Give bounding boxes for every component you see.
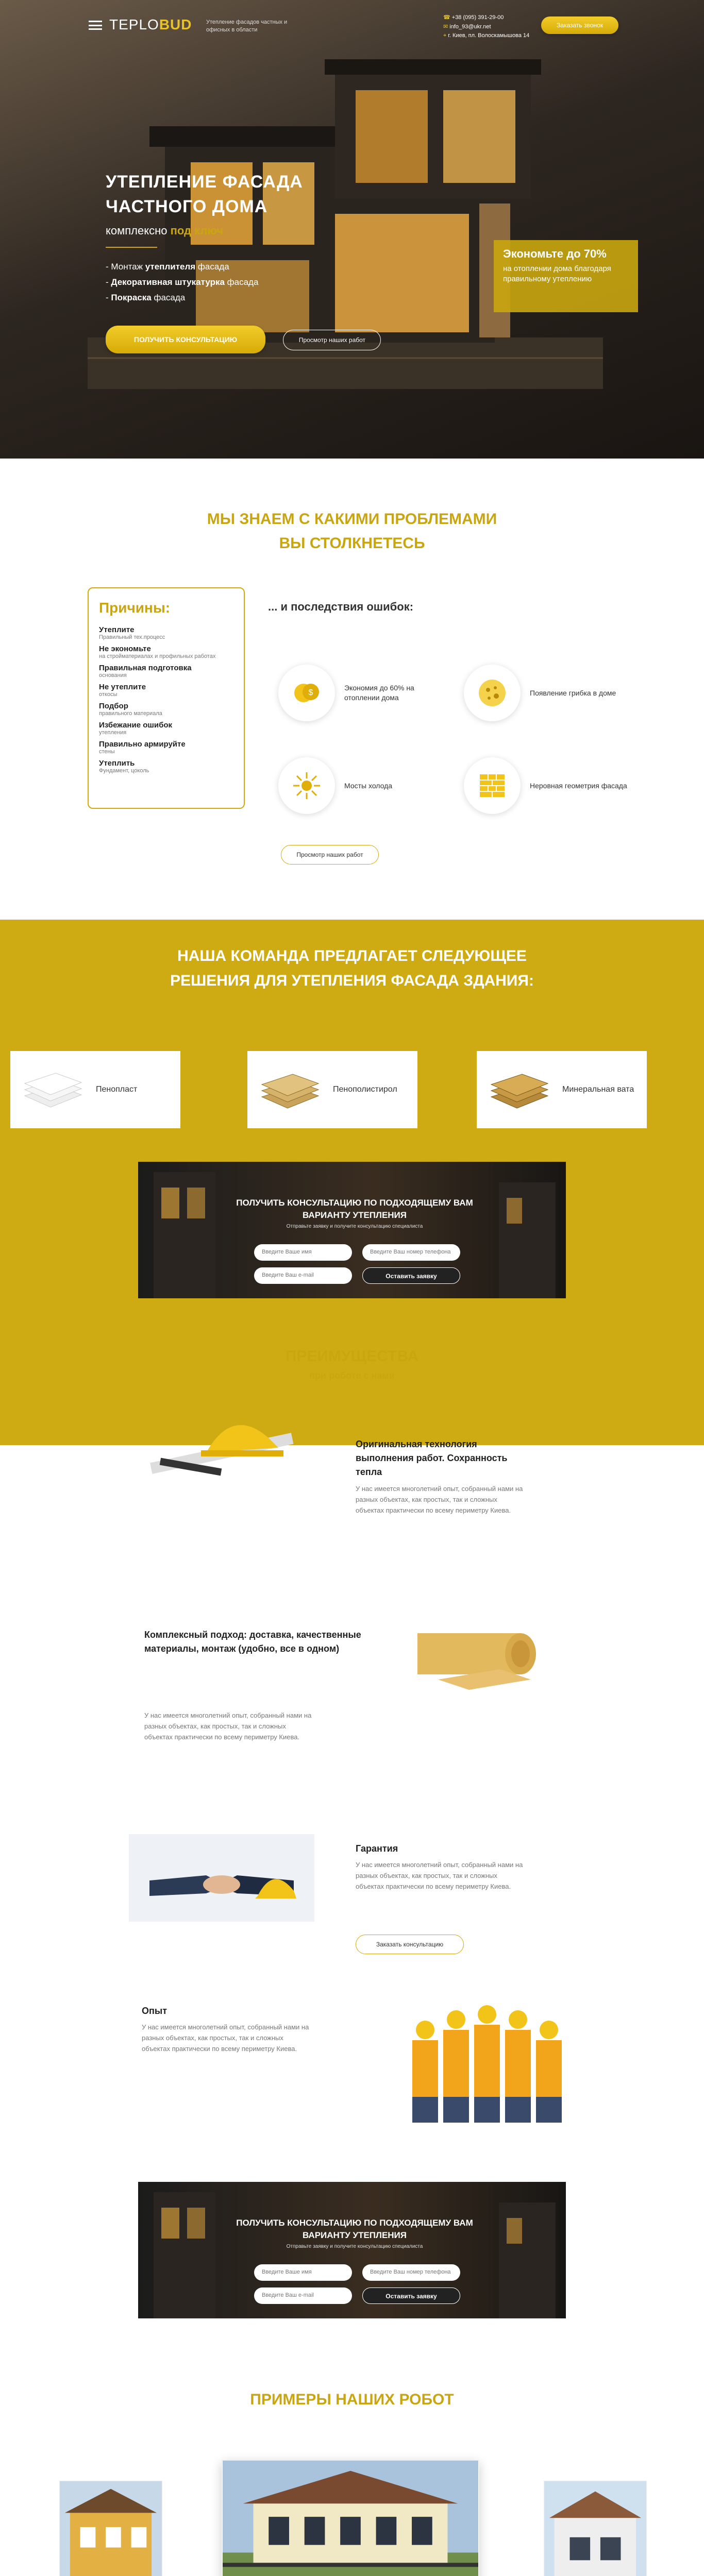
workers-image xyxy=(402,1994,572,2128)
advantage-text: У нас имеется многолетний опыт, собранный нами на разных объектах, как простых, так и сложных объектах практически по всему периметру Киева. xyxy=(144,1711,312,1741)
reason-item: Утеплите Правильный тех.процесс xyxy=(99,625,165,640)
cold-bridge-icon xyxy=(278,757,335,814)
solutions-title-line-1: НАША КОМАНДА ПРЕДЛАГАЕТ СЛЕДУЮЩЕЕ xyxy=(177,947,527,964)
reason-item: Правильно армируйте стены xyxy=(99,740,186,755)
consequence-label: Мосты холода xyxy=(344,781,393,790)
banner-desc: Отправьте заявку и получите консультацию специалиста xyxy=(286,2244,423,2249)
header-contacts xyxy=(443,13,529,41)
reason-item: Подбор правильного материала xyxy=(99,702,162,717)
example-photo[interactable] xyxy=(59,2481,162,2576)
economy-value: до 70% xyxy=(566,247,607,260)
phone-input[interactable]: Введите Ваш номер телефона xyxy=(362,2264,460,2281)
consequence-label: Экономия до 60% на отоплении дома xyxy=(344,684,414,702)
banner-title: ПОЛУЧИТЬ КОНСУЛЬТАЦИЮ ПО ПОДХОДЯЩЕМУ ВАМ ВАРИАНТУ УТЕПЛЕНИЯ xyxy=(236,2218,473,2240)
view-works-button[interactable]: Просмотр наших работ xyxy=(283,330,381,350)
banner-house-photo xyxy=(138,1162,566,1298)
callback-button[interactable]: Заказать звонок xyxy=(541,16,618,34)
consequence-item xyxy=(278,665,443,721)
polystyrene-image xyxy=(20,1065,87,1114)
brick-wall-icon xyxy=(464,757,521,814)
consequence-item xyxy=(464,665,629,721)
menu-icon[interactable] xyxy=(89,21,102,30)
reasons-panel xyxy=(88,587,245,809)
advantage-title: Комплексный подход: доставка, качественные материалы, монтаж (удобно, все в одном) xyxy=(144,1630,361,1654)
example-photo[interactable] xyxy=(544,2481,647,2576)
consequence-item xyxy=(278,757,443,814)
hero-divider xyxy=(106,247,157,248)
mold-icon xyxy=(464,665,521,721)
tools-helmet-image xyxy=(129,1391,314,1494)
header-tagline: Утепление фасадов частных и офисных в области xyxy=(206,19,288,33)
reason-item: Избежание ошибок утепления xyxy=(99,721,173,736)
header-address: г. Киев, пл. Волоскамышова 14 xyxy=(448,32,530,39)
consultation-banner-2 xyxy=(138,2182,566,2318)
banner-title: ПОЛУЧИТЬ КОНСУЛЬТАЦИЮ ПО ПОДХОДЯЩЕМУ ВАМ ВАРИАНТУ УТЕПЛЕНИЯ xyxy=(236,1198,473,1220)
advantage-title: Гарантия xyxy=(356,1843,398,1854)
header-phone[interactable]: +38 (095) 391-29-00 xyxy=(451,14,504,21)
consequence-item xyxy=(464,757,629,814)
foam-board-image xyxy=(257,1065,324,1114)
location-icon: ⌖ xyxy=(443,32,448,39)
material-card[interactable] xyxy=(477,1051,647,1128)
svg-text:$: $ xyxy=(308,688,313,697)
hero-title xyxy=(106,170,381,219)
consultation-banner xyxy=(138,1162,566,1298)
banner-desc: Отправьте заявку и получите консультацию специалиста xyxy=(286,1224,423,1229)
economy-badge xyxy=(494,240,638,312)
problems-title-line-2: ВЫ СТОЛКНЕТЕСЬ xyxy=(279,534,425,552)
hero-title-line-1: УТЕПЛЕНИЕ ФАСАДА xyxy=(106,172,303,192)
hero-service-item: - Покраска фасада xyxy=(106,292,186,302)
mineral-wool-roll-image xyxy=(407,1602,541,1690)
hero-service-item: - Монтаж утеплителя фасада xyxy=(106,262,229,272)
reason-item: Утеплить Фундамент, цоколь xyxy=(99,759,149,774)
advantages-title-line-1: ПРЕИМУЩЕСТВА xyxy=(285,1348,419,1365)
material-card[interactable] xyxy=(247,1051,417,1128)
economy-label: Экономьте xyxy=(503,247,567,260)
coins-icon xyxy=(278,665,335,721)
example-photo[interactable] xyxy=(222,2460,479,2576)
economy-desc: на отоплении дома благодаря правильному утеплению xyxy=(503,264,611,284)
hero-services xyxy=(106,259,381,305)
hero-text xyxy=(106,170,381,353)
hero-subtitle-b: под ключ xyxy=(170,224,224,238)
phone-input[interactable]: Введите Ваш номер телефона xyxy=(362,1244,460,1261)
advantage-title: Опыт xyxy=(142,2006,167,2016)
logo[interactable] xyxy=(109,16,192,33)
problems-title-line-1: МЫ ЗНАЕМ С КАКИМИ ПРОБЛЕМАМИ xyxy=(207,511,497,528)
hero-service-item: - Декоративная штукатурка фасада xyxy=(106,277,259,287)
banner-house-photo xyxy=(138,2182,566,2318)
submit-request-button[interactable]: Оставить заявку xyxy=(362,2287,460,2304)
solutions-title-line-2: РЕШЕНИЯ ДЛЯ УТЕПЛЕНИЯ ФАСАДА ЗДАНИЯ: xyxy=(170,972,534,989)
material-label: Пенопласт xyxy=(96,1085,138,1094)
logo-text-a: TEPLO xyxy=(109,16,159,32)
consequence-label: Неровная геометрия фасада xyxy=(530,781,627,790)
logo-text-b: BUD xyxy=(159,16,192,32)
order-consultation-button[interactable]: Заказать консультацию xyxy=(356,1935,464,1954)
material-label: Минеральная вата xyxy=(562,1085,634,1094)
phone-icon: ☎ xyxy=(443,14,452,21)
hero-subtitle xyxy=(106,224,381,238)
reason-item: Не утеплите откосы xyxy=(99,683,146,698)
submit-request-button[interactable]: Оставить заявку xyxy=(362,1267,460,1284)
consequences-title: ... и последствия ошибок: xyxy=(268,600,414,613)
reason-item: Правильная подготовка основания xyxy=(99,664,192,679)
reasons-title: Причины: xyxy=(99,600,171,616)
hero-subtitle-a: комплексно xyxy=(106,224,171,238)
hero-section xyxy=(0,0,704,459)
advantages-subtitle: при роботе с нами xyxy=(309,1370,395,1381)
examples-title: ПРИМЕРЫ НАШИХ РОБОТ xyxy=(250,2391,454,2408)
material-label: Пенополистирол xyxy=(333,1085,397,1094)
consequence-label: Появление грибка в доме xyxy=(530,688,616,697)
material-card[interactable] xyxy=(10,1051,180,1128)
problems-title xyxy=(0,507,704,555)
name-input[interactable]: Введите Ваше имя xyxy=(254,2264,352,2281)
reason-item: Не экономьте на стройматериалах и профильных работах xyxy=(99,645,216,659)
get-consultation-button[interactable]: ПОЛУЧИТЬ КОНСУЛЬТАЦИЮ xyxy=(106,326,265,353)
hero-title-line-2: ЧАСТНОГО ДОМА xyxy=(106,196,268,216)
advantages-title xyxy=(0,1345,704,1383)
advantage-text: У нас имеется многолетний опыт, собранный нами на разных объектах, как простых, так и сложных объектах практически по всему периметру Киева. xyxy=(356,1861,523,1890)
email-input[interactable]: Введите Ваш e-mail xyxy=(254,1267,352,1284)
advantage-text: У нас имеется многолетний опыт, собранный нами на разных объектах, как простых, так и сложных объектах практически по всему периметру Киева. xyxy=(142,2023,309,2053)
email-input[interactable]: Введите Ваш e-mail xyxy=(254,2287,352,2304)
handshake-image xyxy=(129,1834,314,1922)
header-email[interactable]: info_93@ukr.net xyxy=(449,23,491,30)
advantage-text: У нас имеется многолетний опыт, собранный нами на разных объектах, как простых, так и сложных объектах практически по всему периметру Киева. xyxy=(356,1485,523,1514)
advantage-title: Оригинальная технология выполнения работ. Сохранность тепла xyxy=(356,1439,508,1477)
name-input[interactable]: Введите Ваше имя xyxy=(254,1244,352,1261)
view-works-button-2[interactable]: Просмотр наших работ xyxy=(281,845,379,865)
email-icon: ✉ xyxy=(443,23,450,30)
site-header xyxy=(0,9,704,40)
mineral-wool-image xyxy=(486,1065,553,1114)
solutions-title xyxy=(0,944,704,993)
